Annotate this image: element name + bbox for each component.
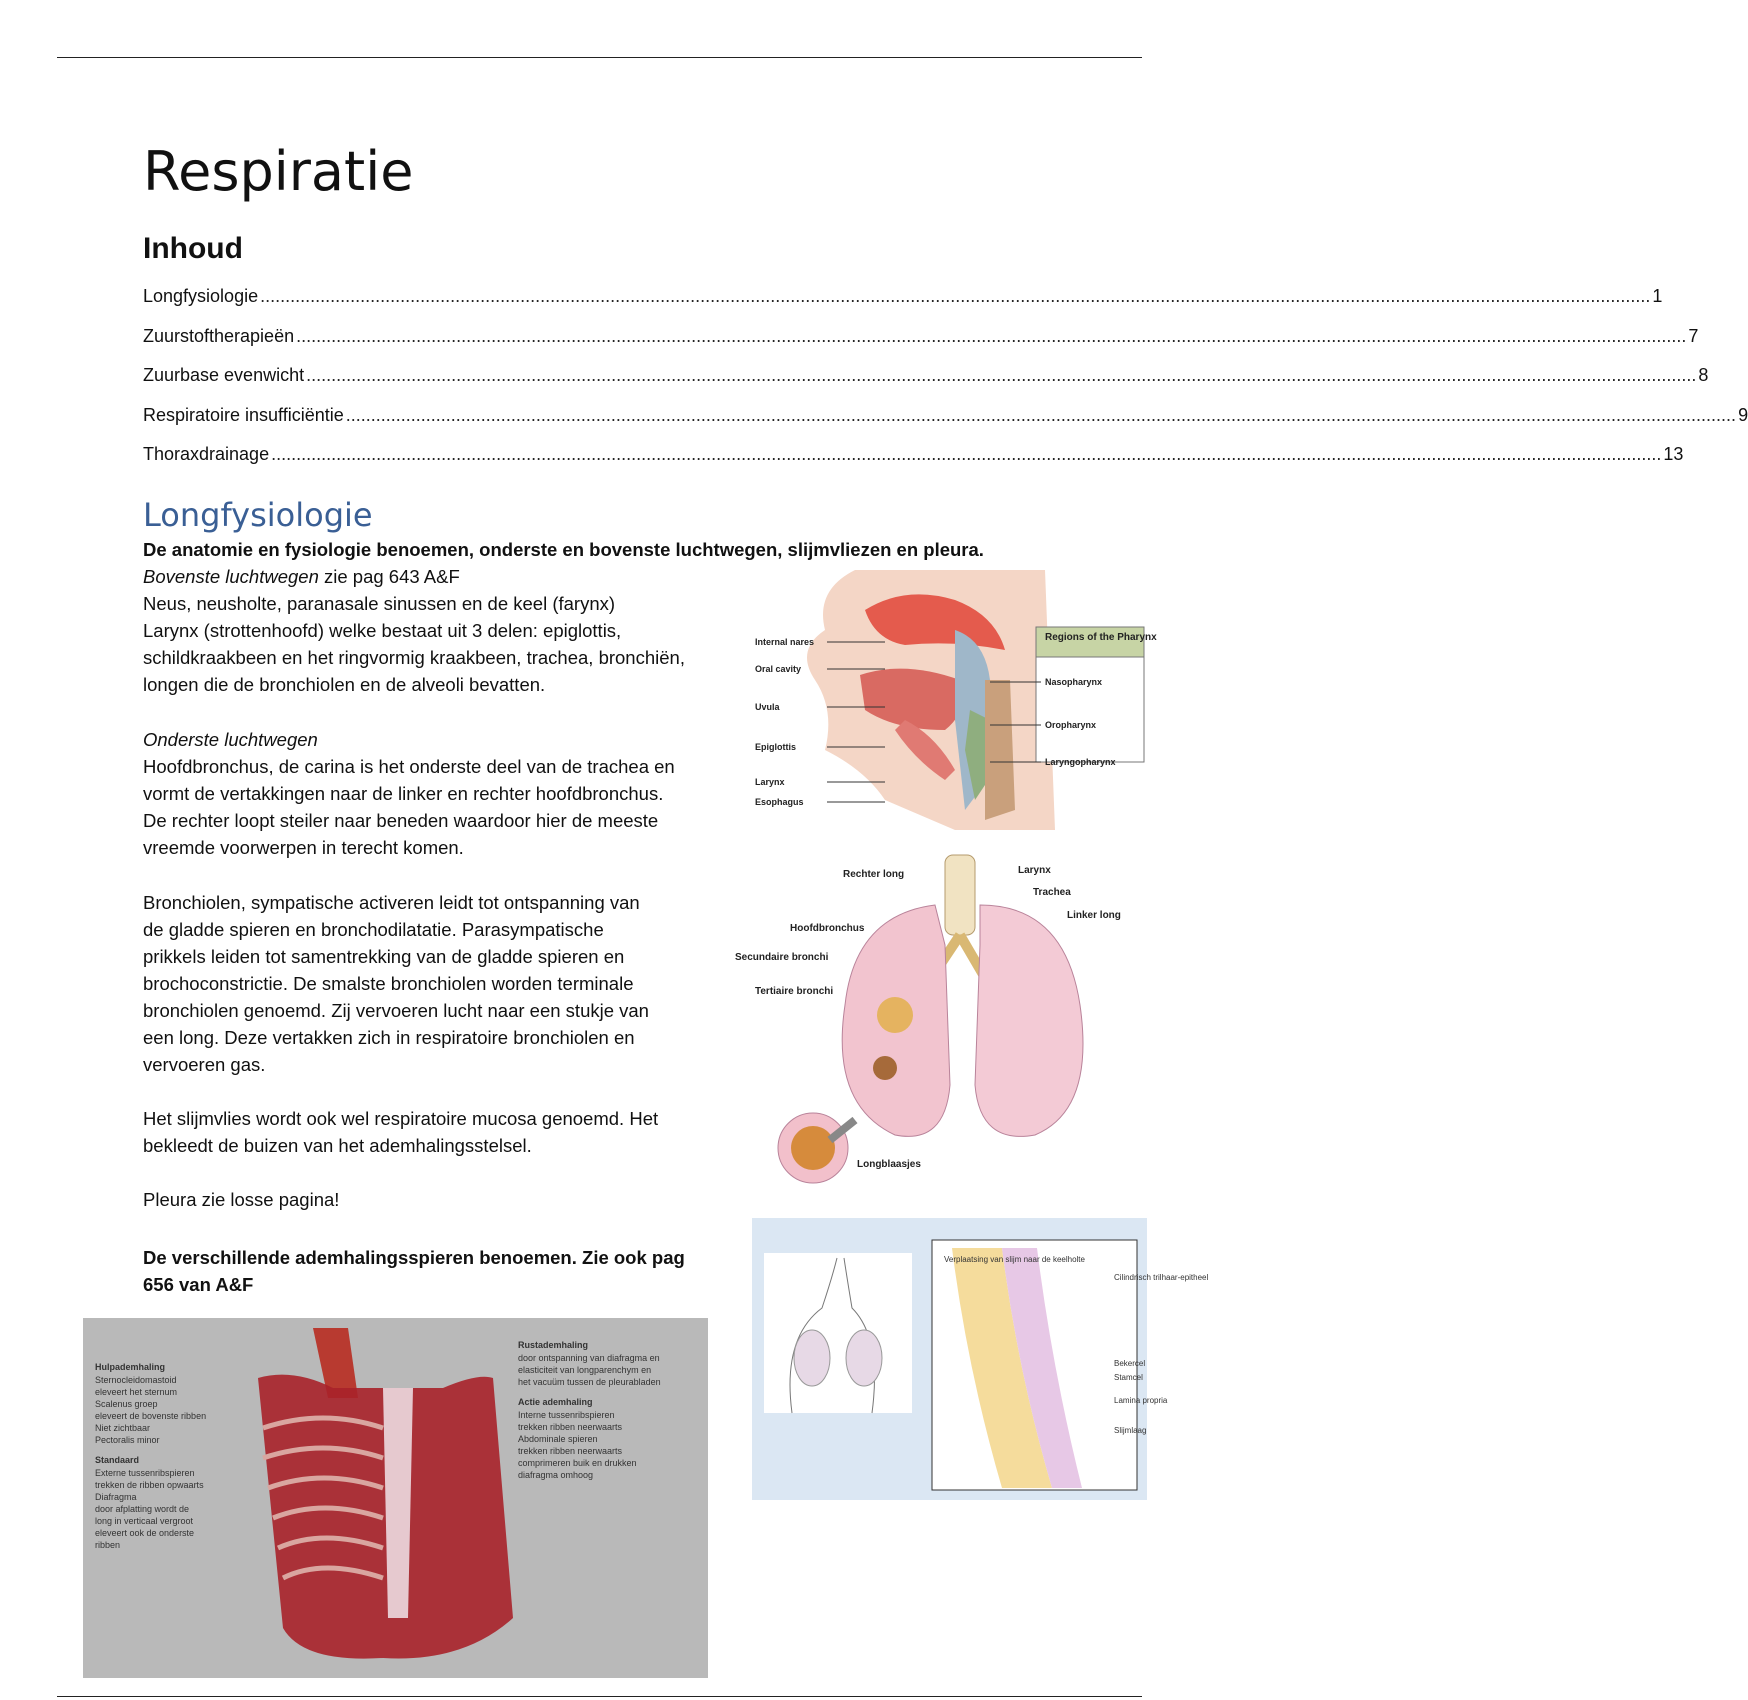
text-line: 656 van A&F [143,1274,254,1295]
toc-entry-page: 13 [1663,444,1684,464]
toc-entry-label: Zuurstoftherapieën [143,325,295,346]
muscle-group-line: trekken ribben neerwaarts [518,1422,623,1432]
toc-entry-label: Thoraxdrainage [143,444,270,464]
lung-label: Linker long [1067,910,1121,921]
lung-label: Rechter long [843,869,905,880]
muscle-group-heading: Rustademhaling [518,1340,589,1350]
muscle-group-line: elasticiteit van longparenchym en [518,1365,652,1375]
lungs-illustration [735,845,1145,1190]
muscle-group-line: Sternocleidomastoid [95,1375,177,1385]
toc-entry[interactable] [143,444,1684,484]
muscle-group-line: het vacuüm tussen de pleurabladen [518,1377,661,1387]
mucosa-label: Slijmlaag [1114,1426,1147,1435]
text-line: Neus, neusholte, paranasale sinussen en de keel (farynx) [143,593,616,614]
muscle-group-line: Externe tussenribspieren [95,1468,195,1478]
text-line: vervoeren gas. [143,1054,266,1075]
text-line: Hoofdbronchus, de carina is het onderste deel van de trachea en [143,756,675,777]
pharynx-region-label: Laryngopharynx [1045,757,1116,767]
pharynx-label: Epiglottis [755,742,796,752]
lung-label: Hoofdbronchus [790,923,865,934]
toc-leader-dots [260,286,1650,307]
toc-entry-label: Zuurbase evenwicht [143,365,305,385]
muscles-illustration [83,1318,708,1678]
learning-objective-2 [143,1244,685,1298]
mucosa-label: Lamina propria [1114,1396,1168,1405]
upper-airways-heading [143,563,460,590]
mucosa-label: Cilindrisch trilhaar-epitheel [1114,1273,1209,1282]
toc-entry-page: 8 [1698,365,1709,385]
text-line: De rechter loopt steiler naar beneden waardoor hier de meeste [143,810,659,831]
paragraph-bronchioles [143,889,649,1078]
lung-label: Trachea [1033,887,1071,898]
muscle-group-line: trekken ribben neerwaarts [518,1446,623,1456]
paragraph-mucosa [143,1105,658,1159]
upper-airways-ref: zie pag 643 A&F [318,566,460,587]
text-line: longen die de bronchiolen en de alveoli bevatten. [143,674,546,695]
figure-lungs [735,845,1145,1190]
text-line: Het slijmvlies wordt ook wel respiratoire mucosa genoemd. Het [143,1108,659,1129]
toc-entry-page: 9 [1738,404,1748,425]
muscle-group-line: Pectoralis minor [95,1435,160,1445]
toc-entry-page: 7 [1688,325,1699,346]
lung-label: Secundaire bronchi [735,952,829,963]
paragraph-lower-airways [143,753,675,861]
pharynx-illustration [755,570,1157,830]
text-line: bronchiolen genoemd. Zij vervoeren lucht naar een stukje van [143,1000,649,1021]
lung-label: Larynx [1018,865,1051,876]
paragraph-pleura: Pleura zie losse pagina! [143,1189,340,1210]
mucosa-caption: Verplaatsing van slijm naar de keelholte [944,1255,1085,1264]
pharynx-region-label: Nasopharynx [1045,677,1103,687]
figure-pharynx [755,570,1157,830]
muscle-group-line: eleveert ook de onderste [95,1528,195,1538]
top-rule [57,57,1142,58]
toc-entry-page: 1 [1652,286,1663,306]
text-line: brochoconstrictie. De smalste bronchiolen worden terminale [143,973,634,994]
text-line: vreemde voorwerpen in terecht komen. [143,837,464,858]
figure-respiratory-muscles [83,1318,708,1678]
pharynx-region-label: Oropharynx [1045,720,1097,730]
muscle-group-line: eleveert het sternum [95,1387,178,1397]
text-line: een long. Deze vertakken zich in respiratoire bronchiolen en [143,1027,635,1048]
pharynx-label: Uvula [755,702,780,712]
lower-airways-heading: Onderste luchtwegen [143,729,318,750]
text-line: De verschillende ademhalingsspieren benoemen. Zie ook pag [143,1247,685,1268]
toc-entry[interactable] [143,404,1748,445]
muscle-group-heading: Hulpademhaling [95,1362,166,1372]
toc-entry[interactable] [143,365,1709,405]
muscle-group-line: eleveert de bovenste ribben [95,1411,207,1421]
section-heading: Longfysiologie [143,496,373,534]
learning-objective-1: De anatomie en fysiologie benoemen, onderste en bovenste luchtwegen, slijmvliezen en pleura. [143,539,984,560]
toc-entry-label: Respiratoire insufficiëntie [143,404,344,425]
toc-leader-dots [306,365,1696,386]
mucosa-label: Bekercel [1114,1359,1146,1368]
toc-entry[interactable] [143,325,1699,366]
mucosa-illustration [752,1218,1209,1500]
pharynx-box-title: Regions of the Pharynx [1045,632,1157,643]
muscle-group-line: Scalenus groep [95,1399,158,1409]
muscle-group-line: door afplatting wordt de [95,1504,190,1514]
text-line: vormt de vertakkingen naar de linker en rechter hoofdbronchus. [143,783,664,804]
text-line: Bronchiolen, sympatische activeren leidt tot ontspanning van [143,892,640,913]
table-of-contents [143,286,1748,484]
muscle-group-heading: Actie ademhaling [518,1397,593,1407]
muscle-group-line: Diafragma [95,1492,137,1502]
muscle-group-line: ribben [95,1540,121,1550]
muscle-group-line: Interne tussenribspieren [518,1410,615,1420]
toc-entry-label: Longfysiologie [143,286,259,306]
muscle-group-line: long in verticaal vergroot [95,1516,194,1526]
toc-leader-dots [346,405,1736,426]
toc-leader-dots [271,444,1661,465]
text-line: Larynx (strottenhoofd) welke bestaat uit 3 delen: epiglottis, [143,620,622,641]
muscle-group-line: Niet zichtbaar [95,1423,151,1433]
pharynx-label: Oral cavity [755,664,802,674]
muscle-group-line: door ontspanning van diafragma en [518,1353,660,1363]
muscle-group-line: diafragma omhoog [518,1470,594,1480]
muscle-group-heading: Standaard [95,1455,140,1465]
text-line: schildkraakbeen en het ringvormig kraakbeen, trachea, bronchiën, [143,647,685,668]
muscle-group-line: comprimeren buik en drukken [518,1458,637,1468]
pharynx-label: Larynx [755,777,785,787]
paragraph-upper-airways [143,590,685,698]
bottom-rule [57,1696,1142,1697]
mucosa-label: Stamcel [1114,1373,1143,1382]
figure-mucosa [752,1218,1209,1500]
pharynx-label: Internal nares [755,637,815,647]
upper-airways-label: Bovenste luchtwegen [143,566,319,587]
pharynx-label: Esophagus [755,797,804,807]
toc-entry[interactable] [143,286,1663,326]
muscle-group-line: trekken de ribben opwaarts [95,1480,204,1490]
document-title: Respiratie [143,140,414,203]
toc-leader-dots [296,326,1686,347]
text-line: de gladde spieren en bronchodilatatie. Parasympatische [143,919,604,940]
lung-label: Longblaasjes [857,1159,921,1170]
text-line: bekleedt de buizen van het ademhalingsstelsel. [143,1135,532,1156]
text-line: prikkels leiden tot samentrekking van de gladde spieren en [143,946,625,967]
muscle-group-line: Abdominale spieren [518,1434,598,1444]
lung-label: Tertiaire bronchi [755,986,834,997]
toc-heading: Inhoud [143,232,243,265]
